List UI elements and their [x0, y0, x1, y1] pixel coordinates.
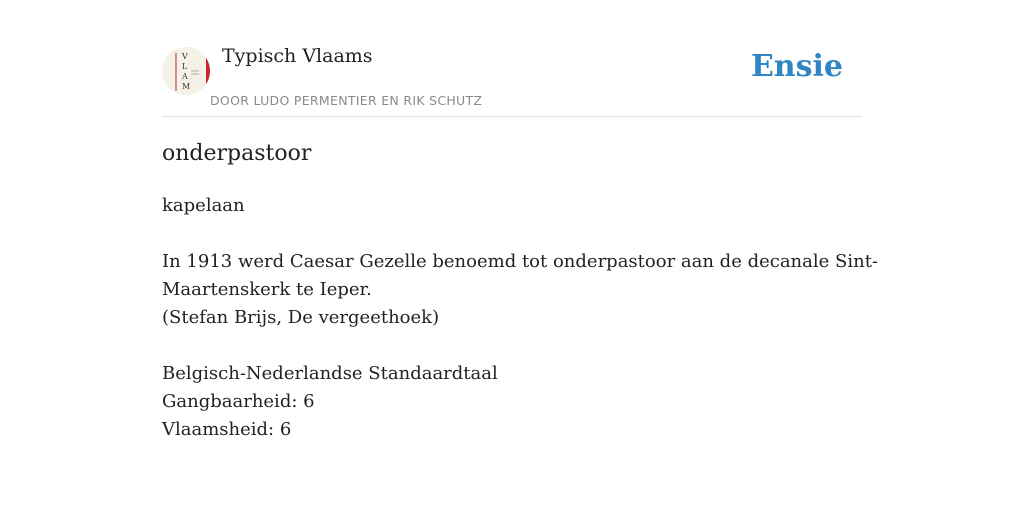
entry-body	[162, 192, 879, 444]
language-register: Belgisch-Nederlandse Standaardtaal	[162, 363, 498, 384]
svg-text:M: M	[182, 82, 191, 91]
example-sentence-line-2: Maartenskerk te Ieper.	[162, 279, 372, 300]
header	[162, 44, 862, 117]
svg-text:A: A	[182, 72, 188, 81]
gangbaarheid-score: Gangbaarheid: 6	[162, 391, 315, 412]
example-sentence-line-1: In 1913 werd Caesar Gezelle benoemd tot onderpastoor aan de decanale Sint-	[162, 251, 879, 272]
svg-text:L: L	[182, 62, 188, 71]
entry-term: onderpastoor	[162, 141, 312, 166]
book-cover-icon[interactable]	[162, 47, 210, 95]
entry-content	[162, 138, 879, 444]
spacer	[162, 220, 862, 248]
author-byline: DOOR LUDO PERMENTIER EN RIK SCHUTZ	[210, 93, 483, 108]
example-source: (Stefan Brijs, De vergeethoek)	[162, 307, 440, 328]
svg-text:V: V	[182, 52, 188, 61]
entry-definition: kapelaan	[162, 195, 245, 216]
book-title[interactable]: Typisch Vlaams	[222, 45, 373, 67]
spacer	[162, 332, 862, 360]
vlaamsheid-score: Vlaamsheid: 6	[162, 419, 292, 440]
ensie-logo-link[interactable]: Ensie	[750, 49, 843, 84]
